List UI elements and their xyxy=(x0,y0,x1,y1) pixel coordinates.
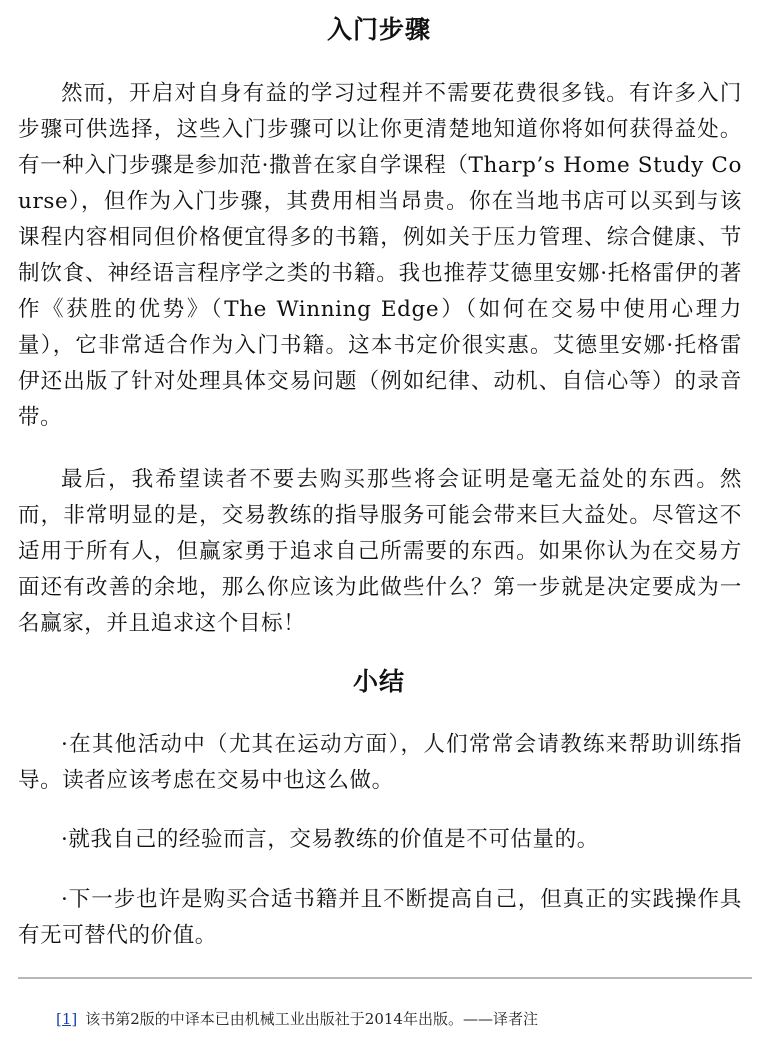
footnote-divider xyxy=(18,977,752,979)
summary-bullet-item: ·就我自己的经验而言，交易教练的价值是不可估量的。 xyxy=(61,827,599,852)
paragraph-getting-started: 然而，开启对自身有益的学习过程并不需要花费很多钱。有许多入门步骤可供选择，这些入门步骤可以让你更清楚地知道你将如何获得益处。有一种入门步骤是参加范·撒普在家自学课程（Tharp’s Home Study Course），但作为入门步骤，其费用相当昂贵。你在当地书店可以买到与该课程内容相同但价格便宜得多的书籍，例如关于压力管理、综合健康、节制饮食、神经语言程序学之类的书籍。我也推荐艾德里安娜·托格雷伊的著作《获胜的优势》（The Winning Edge）（如何在交易中使用心理力量），它非常适合作为入门书籍。这本书定价很实惠。艾德里安娜·托格雷伊还出版了针对处理具体交易问题（例如纪律、动机、自信心等）的录音带。 xyxy=(18,81,742,430)
footnote-link[interactable]: [1] xyxy=(56,1010,78,1028)
footnote-text: 该书第2版的中译本已由机械工业出版社于2014年出版。——译者注 xyxy=(85,1010,538,1028)
summary-bullet-item: ·下一步也许是购买合适书籍并且不断提高自己，但真正的实践操作具有无可替代的价值。 xyxy=(18,887,742,948)
summary-bullet-item: ·在其他活动中（尤其在运动方面），人们常常会请教练来帮助训练指导。读者应该考虑在交易中也这么做。 xyxy=(18,732,742,793)
section-heading-getting-started: 入门步骤 xyxy=(326,15,431,44)
paragraph-conclusion: 最后，我希望读者不要去购买那些将会证明是毫无益处的东西。然而，非常明显的是，交易教练的指导服务可能会带来巨大益处。尽管这不适用于所有人，但赢家勇于追求自己所需要的东西。如果你认为在交易方面还有改善的余地，那么你应该为此做些什么？第一步就是决定要成为一名赢家，并且追求这个目标！ xyxy=(18,467,742,636)
section-heading-summary: 小结 xyxy=(352,667,405,696)
footnote xyxy=(56,1008,538,1030)
